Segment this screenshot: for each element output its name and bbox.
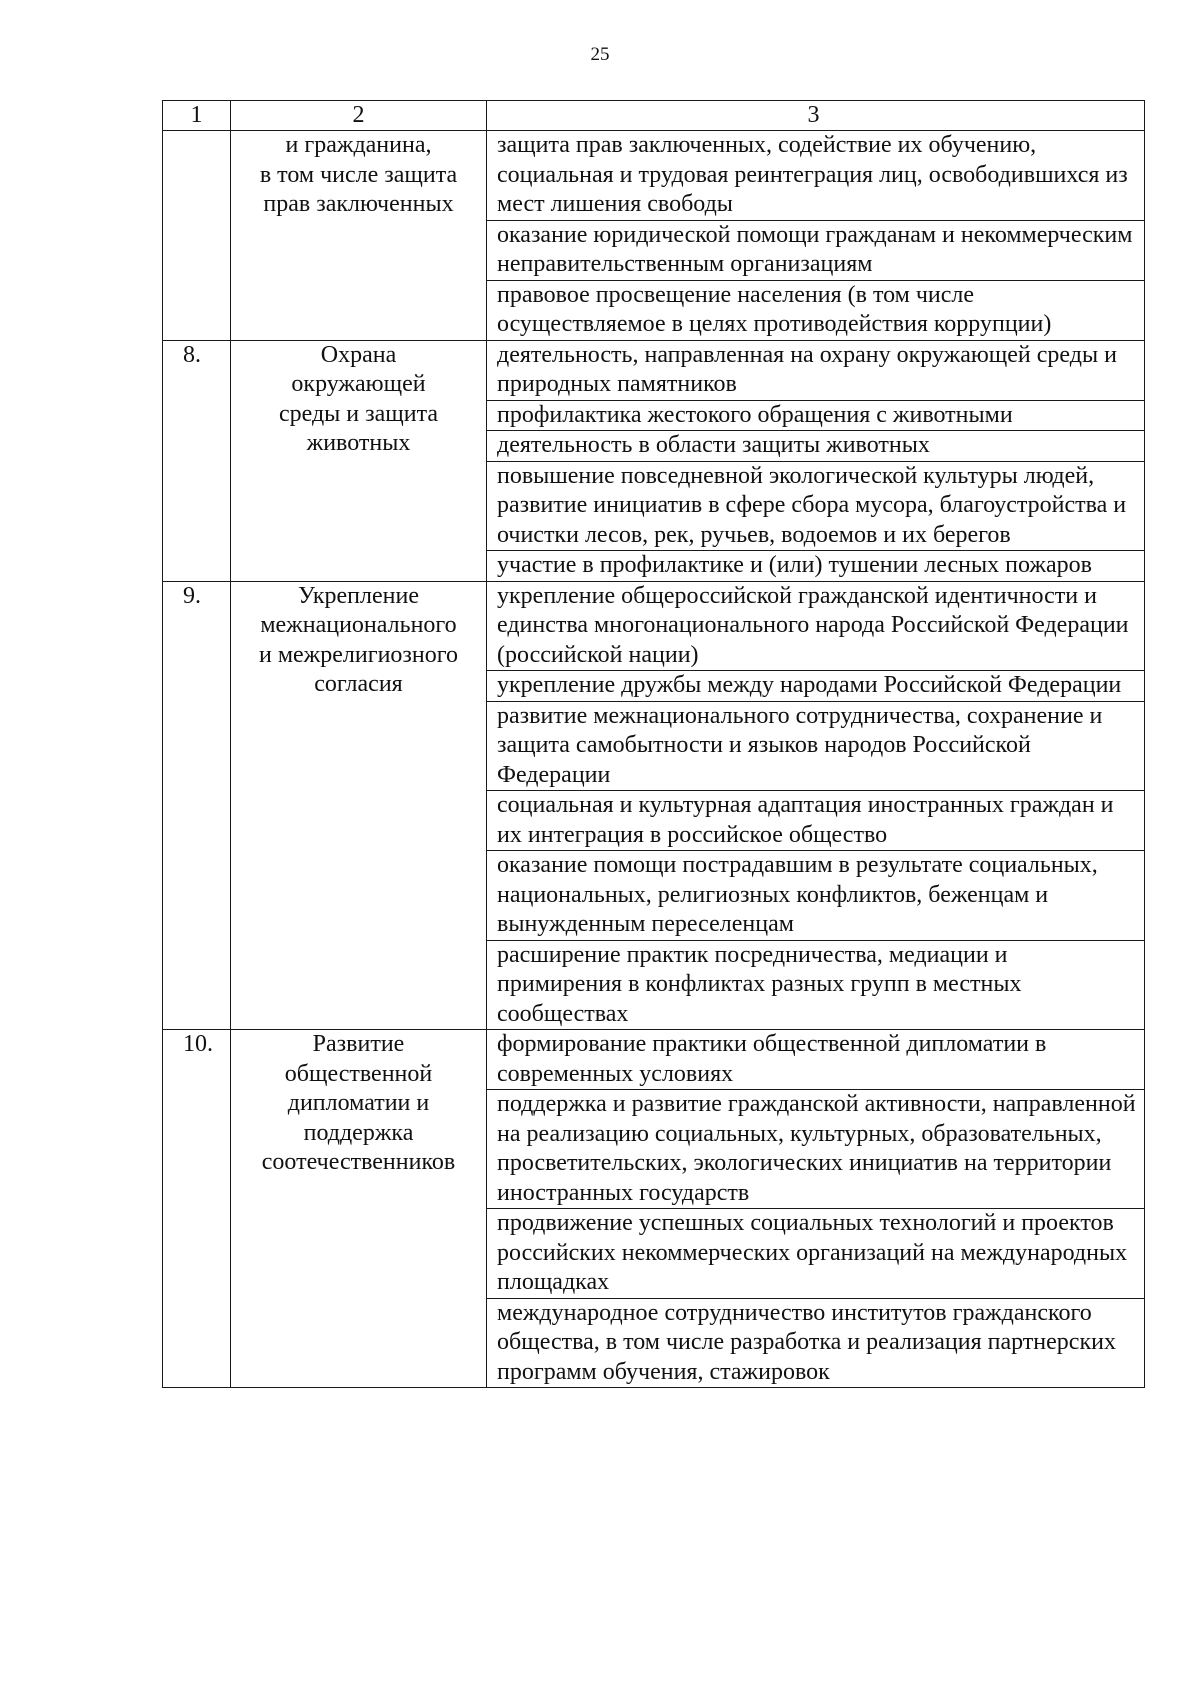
area-line: Развитие xyxy=(312,1031,405,1057)
table-row xyxy=(163,340,1145,581)
activity-item: поддержка и развитие гражданской активности, направленной на реализацию социальных, культурных, образовательных, просветительских, экологических инициатив на территории иностранных государств xyxy=(487,1090,1144,1209)
area-line: согласия xyxy=(314,671,403,697)
area-line: и межрелигиозного xyxy=(259,641,458,668)
activity-item: защита прав заключенных, содействие их обучению, социальная и трудовая реинтеграция лиц, освободившихся из мест лишения свободы xyxy=(487,131,1144,221)
table-row xyxy=(163,1030,1145,1388)
activity-item: укрепление общероссийской гражданской идентичности и единства многонационального народа Российской Федерации (российской нации) xyxy=(487,582,1144,672)
table-row xyxy=(163,131,1145,341)
row-activities xyxy=(487,131,1145,341)
row-area xyxy=(231,581,487,1030)
activity-item: развитие межнационального сотрудничества, сохранение и защита самобытности и языков народов Российской Федерации xyxy=(487,702,1144,792)
area-line: среды и защита xyxy=(278,400,439,427)
area-line: в том числе защита xyxy=(259,161,458,188)
activity-item: деятельность в области защиты животных xyxy=(487,431,1144,462)
row-area xyxy=(231,340,487,581)
activity-item: социальная и культурная адаптация иностранных граждан и их интеграция в российское общество xyxy=(487,791,1144,851)
row-activities xyxy=(487,340,1145,581)
area-line: животных xyxy=(306,430,411,456)
area-line: и гражданина, xyxy=(285,132,432,158)
row-number: 10. xyxy=(163,1030,231,1388)
area-line: прав заключенных xyxy=(263,191,454,217)
area-line: межнационального xyxy=(260,612,457,638)
row-number xyxy=(163,131,231,341)
activity-item: формирование практики общественной дипломатии в современных условиях xyxy=(487,1030,1144,1090)
row-area xyxy=(231,1030,487,1388)
page-number: 25 xyxy=(590,44,610,65)
area-line: общественной xyxy=(284,1060,433,1087)
activity-item: повышение повседневной экологической культуры людей, развитие инициатив в сфере сбора мусора, благоустройства и очистки лесов, рек, ручьев, водоемов и их берегов xyxy=(487,462,1144,552)
area-line: дипломатии и xyxy=(287,1090,430,1116)
area-line: соотечественников xyxy=(261,1149,456,1175)
activity-item: расширение практик посредничества, медиации и примирения в конфликтах разных групп в местных сообществах xyxy=(497,941,1022,1027)
header-col-1: 1 xyxy=(163,101,231,131)
activity-item: участие в профилактике и (или) тушении лесных пожаров xyxy=(497,552,1092,578)
area-line: поддержка xyxy=(303,1119,414,1146)
activity-item: профилактика жестокого обращения с животными xyxy=(487,401,1144,432)
activity-item: деятельность, направленная на охрану окружающей среды и природных памятников xyxy=(487,341,1144,401)
table-row xyxy=(163,581,1145,1030)
activity-item: международное сотрудничество институтов гражданского общества, в том числе разработка и реализация партнерских программ обучения, стажировок xyxy=(497,1299,1116,1385)
activity-item: укрепление дружбы между народами Российской Федерации xyxy=(487,671,1144,702)
area-line: окружающей xyxy=(291,371,426,397)
directions-table xyxy=(162,100,1145,1388)
activity-item: оказание помощи пострадавшим в результате социальных, национальных, религиозных конфликтов, беженцам и вынужденным переселенцам xyxy=(487,851,1144,941)
row-activities xyxy=(487,581,1145,1030)
activity-item: правовое просвещение населения (в том числе осуществляемое в целях противодействия коррупции) xyxy=(497,281,1052,337)
area-line: Укрепление xyxy=(297,582,419,609)
activity-item: продвижение успешных социальных технологий и проектов российских некоммерческих организаций на международных площадках xyxy=(487,1209,1144,1299)
header-col-2: 2 xyxy=(231,101,487,131)
header-col-3: 3 xyxy=(487,101,1145,131)
area-line: Охрана xyxy=(320,341,397,368)
activity-item: оказание юридической помощи гражданам и некоммерческим неправительственным организациям xyxy=(487,221,1144,281)
row-number: 9. xyxy=(163,581,231,1030)
row-number: 8. xyxy=(163,340,231,581)
row-activities xyxy=(487,1030,1145,1388)
row-area xyxy=(231,131,487,341)
table-header-row xyxy=(163,101,1145,131)
